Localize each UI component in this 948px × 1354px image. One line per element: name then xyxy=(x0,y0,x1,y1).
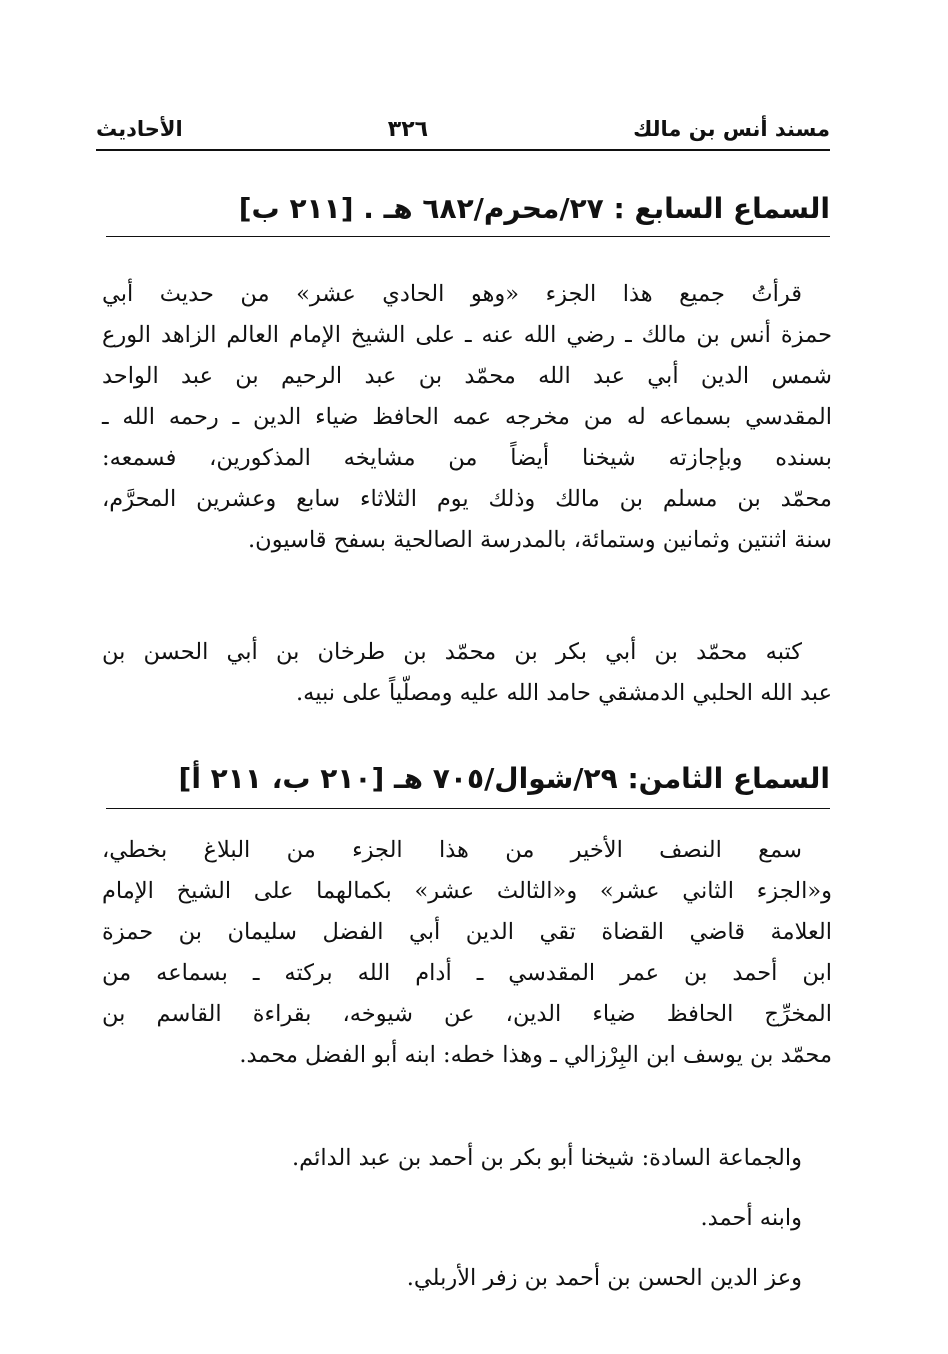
running-header xyxy=(96,112,830,146)
section-7-paragraph-2 xyxy=(102,632,832,714)
section-8-attendee-2 xyxy=(102,1198,832,1239)
section-7-heading: السماع السابع : ٢٧/محرم/٦٨٢ هـ . [٢١١ ب] xyxy=(238,192,830,225)
text-line: شمس الدين أبي عبد الله محمّد بن عبد الرحيم بن عبد الواحد xyxy=(102,363,832,389)
section-8-divider xyxy=(106,808,830,809)
text-line: وابنه أحمد. xyxy=(700,1205,802,1231)
text-line: سمع النصف الأخير من هذا الجزء من البلاغ بخطي، xyxy=(102,837,802,863)
text-line: كتبه محمّد بن أبي بكر بن محمّد بن طرخان بن أبي الحسن بن xyxy=(102,639,802,665)
text-line: محمّد بن يوسف ابن البِرْزالي ـ وهذا خطه: ابنه أبو الفضل محمد. xyxy=(239,1042,832,1068)
text-line: وعز الدين الحسن بن أحمد بن زفر الأربلي. xyxy=(406,1265,802,1291)
text-line: العلامة قاضي القضاة تقي الدين أبي الفضل سليمان بن حمزة xyxy=(102,919,832,945)
text-line: عبد الله الحلبي الدمشقي حامد الله عليه ومصلّياً على نبيه. xyxy=(296,680,832,706)
header-section-title: الأحاديث xyxy=(96,117,183,141)
header-divider xyxy=(96,149,830,151)
page-number: ٣٢٦ xyxy=(387,116,429,142)
text-line: سنة اثنتين وثمانين وستمائة، بالمدرسة الصالحية بسفح قاسيون. xyxy=(248,527,832,553)
text-line: والجماعة السادة: شيخنا أبو بكر بن أحمد بن عبد الدائم. xyxy=(291,1145,802,1171)
text-line: المخرِّج الحافظ ضياء الدين، عن شيوخه، بقراءة القاسم بن xyxy=(102,1001,832,1027)
text-line: المقدسي بسماعه له من مخرجه عمه الحافظ ضياء الدين ـ رحمه الله ـ xyxy=(102,404,832,430)
text-line: ابن أحمد بن عمر المقدسي ـ أدام الله بركته ـ بسماعه من xyxy=(102,960,832,986)
header-book-title: مسند أنس بن مالك xyxy=(633,117,830,141)
section-7-divider xyxy=(106,236,830,237)
text-line: حمزة أنس بن مالك ـ رضي الله عنه ـ على الشيخ الإمام العالم الزاهد الورع xyxy=(102,322,832,348)
section-7-paragraph-1 xyxy=(102,274,832,561)
text-line: قرأتُ جميع هذا الجزء «وهو الحادي عشر» من حديث أبي xyxy=(102,281,802,307)
section-8-heading: السماع الثامن: ٢٩/شوال/٧٠٥ هـ [٢١٠ ب، ٢١١ أ] xyxy=(178,762,830,795)
section-8-attendees xyxy=(102,1138,832,1179)
text-line: محمّد بن مسلم بن مالك وذلك يوم الثلاثاء سابع وعشرين المحرَّم، xyxy=(102,486,832,512)
text-line: و«الجزء الثاني عشر» و«الثالث عشر» بكمالهما على الشيخ الإمام xyxy=(102,878,832,904)
section-8-attendee-3 xyxy=(102,1258,832,1299)
section-8-paragraph-1 xyxy=(102,830,832,1076)
text-line: بسنده وبإجازته شيخنا أيضاً من مشايخه المذكورين، فسمعه: xyxy=(102,445,832,471)
